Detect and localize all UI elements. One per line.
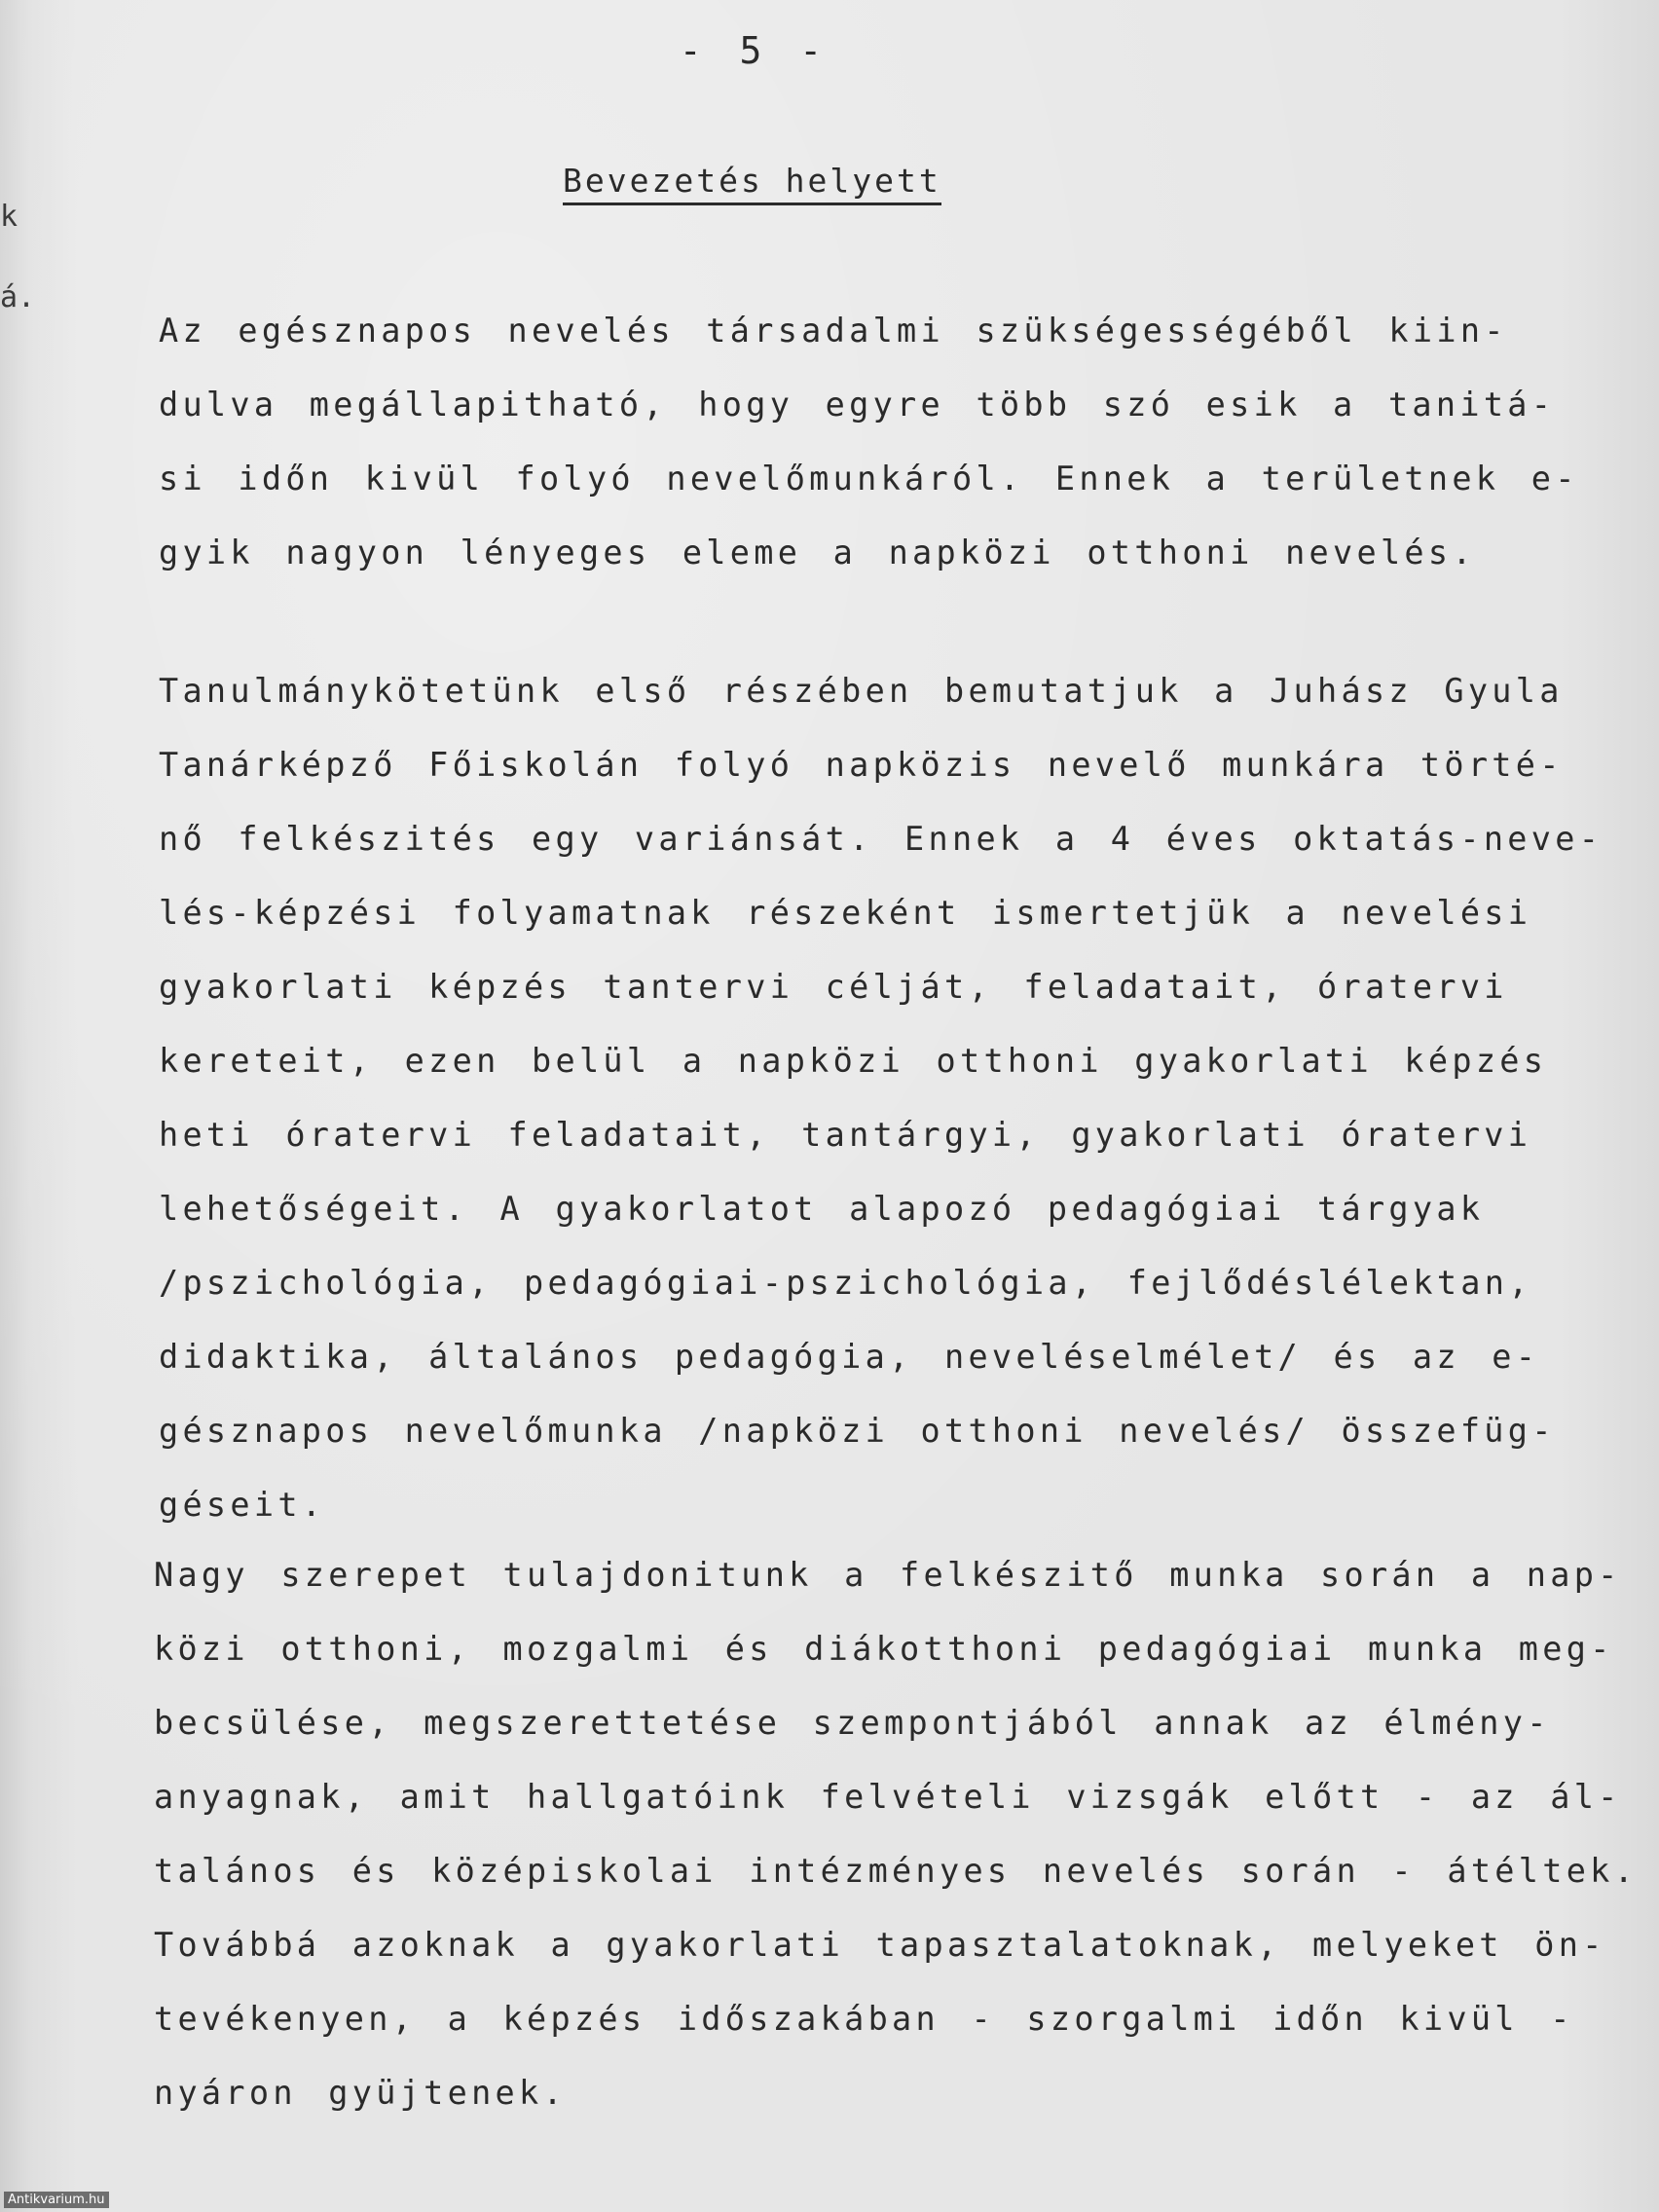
text-line: Tanulmánykötetünk első részében bemutatjuk a Juhász Gyula — [159, 672, 1564, 710]
page-number: - 5 - — [679, 29, 830, 72]
text-line: dulva megállapitható, hogy egyre több szó esik a tanitá- — [159, 386, 1556, 424]
section-heading: Bevezetés helyett — [563, 162, 941, 205]
text-line: nyáron gyüjtenek. — [154, 2074, 567, 2112]
text-line: heti óratervi feladatait, tantárgyi, gyakorlati óratervi — [159, 1116, 1532, 1154]
text-line: gyik nagyon lényeges eleme a napközi otthoni nevelés. — [159, 534, 1476, 571]
text-line: közi otthoni, mozgalmi és diákotthoni pedagógiai munka meg- — [154, 1630, 1614, 1668]
text-line: kereteit, ezen belül a napközi otthoni gyakorlati képzés — [159, 1042, 1548, 1080]
text-line: gyakorlati képzés tantervi célját, feladatait, óratervi — [159, 968, 1508, 1006]
text-line: tevékenyen, a képzés időszakában - szorgalmi időn kivül - — [154, 2000, 1574, 2038]
text-line: anyagnak, amit hallgatóink felvételi vizsgák előtt - az ál- — [154, 1778, 1622, 1816]
text-line: Nagy szerepet tulajdonitunk a felkészitő munka során a nap- — [154, 1556, 1622, 1594]
text-line: /pszichológia, pedagógiai-pszichológia, fejlődéslélektan, — [159, 1264, 1532, 1302]
text-line: Továbbá azoknak a gyakorlati tapasztalatoknak, melyeket ön- — [154, 1926, 1606, 1964]
paragraph-1 — [159, 294, 1579, 590]
text-line: géseit. — [159, 1486, 326, 1524]
margin-mark-k: k — [0, 200, 18, 234]
paragraph-3 — [154, 1538, 1639, 2130]
text-line: talános és középiskolai intézményes nevelés során - átéltek. — [154, 1852, 1639, 1890]
text-line: lés-képzési folyamatnak részeként ismertetjük a nevelési — [159, 894, 1532, 932]
text-line: becsülése, megszerettetése szempontjából annak az élmény- — [154, 1704, 1551, 1742]
watermark: Antikvarium.hu — [4, 2192, 109, 2208]
text-line: Az egésznapos nevelés társadalmi szükségességéből kiin- — [159, 312, 1508, 350]
text-line: gésznapos nevelőmunka /napközi otthoni nevelés/ összefüg- — [159, 1412, 1556, 1450]
paragraph-2 — [159, 654, 1604, 1542]
text-line: didaktika, általános pedagógia, neveléselmélet/ és az e- — [159, 1338, 1540, 1376]
text-line: Tanárképző Főiskolán folyó napközis nevelő munkára törté- — [159, 746, 1564, 784]
text-line: nő felkészités egy variánsát. Ennek a 4 éves oktatás-neve- — [159, 820, 1604, 858]
text-line: lehetőségeit. A gyakorlatot alapozó pedagógiai tárgyak — [159, 1190, 1485, 1228]
text-line: si időn kivül folyó nevelőmunkáról. Ennek a területnek e- — [159, 460, 1579, 498]
margin-mark-a: á. — [0, 280, 36, 314]
